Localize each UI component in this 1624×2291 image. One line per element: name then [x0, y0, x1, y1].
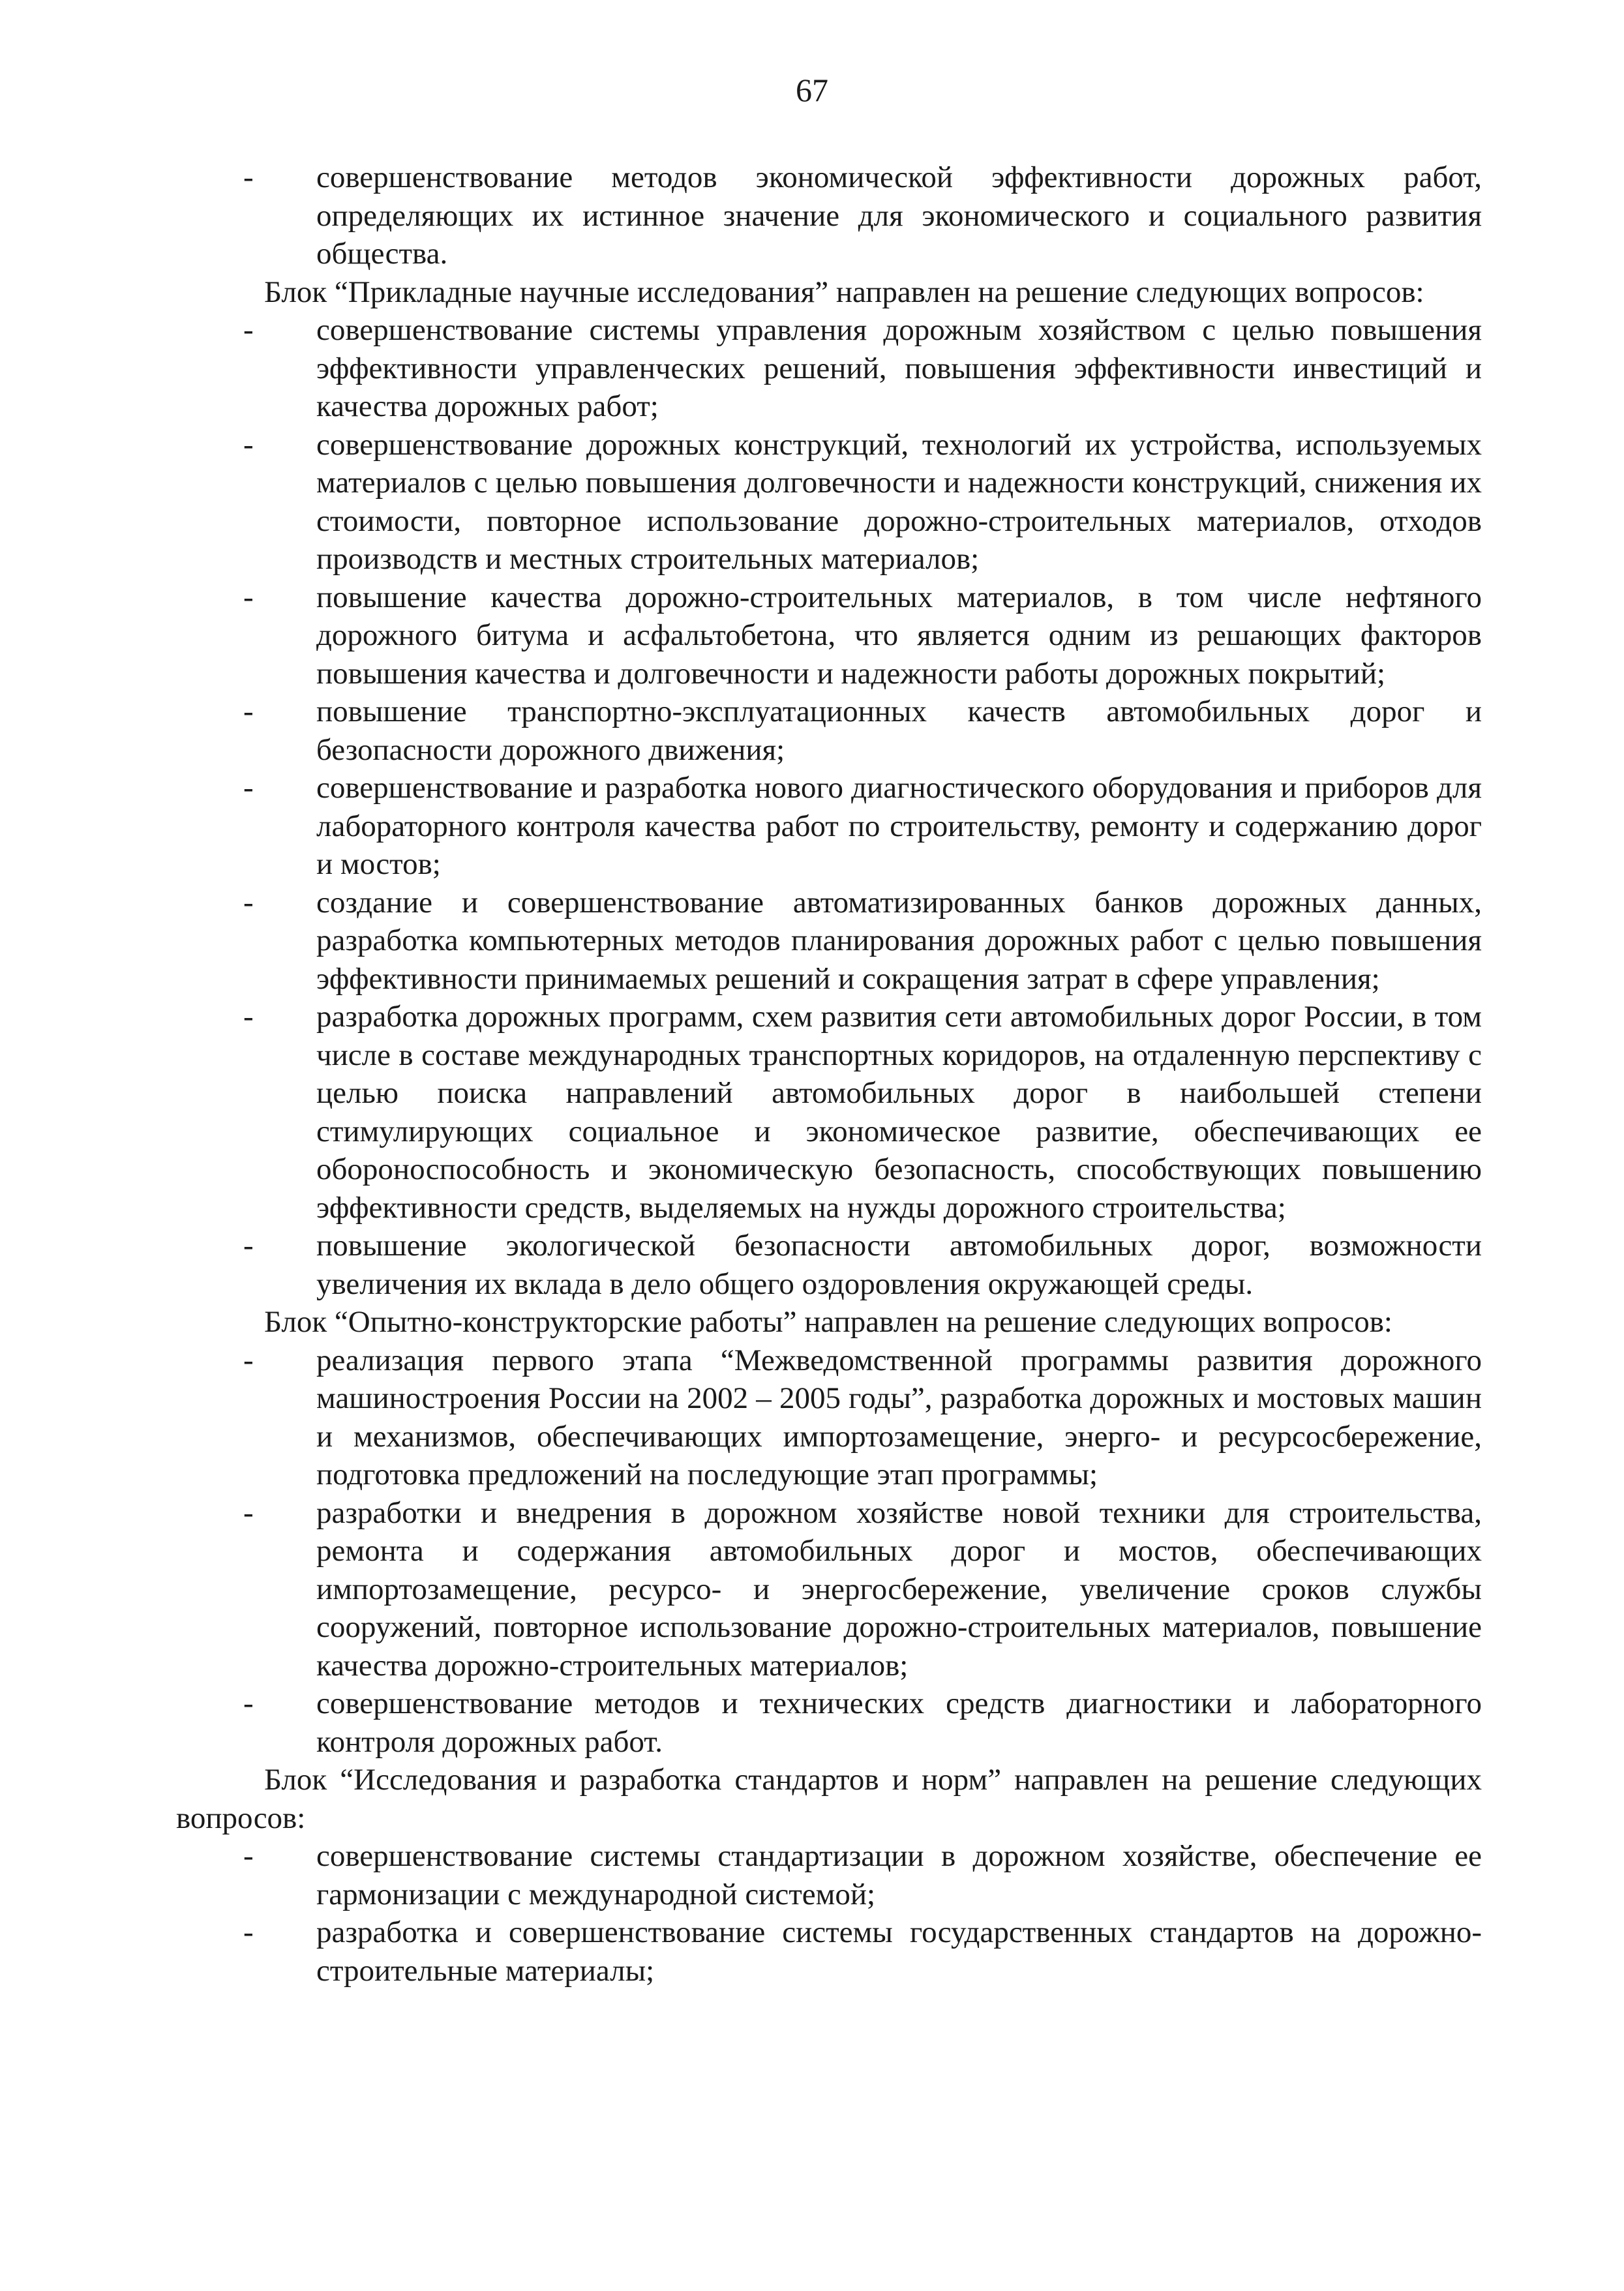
list-item-text: повышение качества дорожно-строительных материалов, в том числе нефтяного дорожного битума и асфальтобетона, что является одним из решающих факторов повышения качества и долговечности и надежности работы дорожных покрытий; — [316, 580, 1482, 691]
list-item — [243, 1494, 1482, 1685]
list-item — [243, 426, 1482, 578]
list-item-text: повышение экологической безопасности автомобильных дорог, возможности увеличения их вклада в дело общего оздоровления окружающей среды. — [316, 1229, 1482, 1301]
list-item-text: реализация первого этапа “Межведомственной программы развития дорожного машиностроения России на 2002 – 2005 годы”, разработка дорожных и мостовых машин и механизмов, обеспечивающих импортозамещение, энерго- и ресурсосбережение, подготовка предложений на последующие этап программы; — [316, 1343, 1482, 1491]
list-item — [243, 998, 1482, 1227]
dash-bullet: - — [243, 1686, 254, 1720]
dash-bullet: - — [243, 160, 254, 194]
dash-bullet: - — [243, 1915, 254, 1949]
list-item — [243, 578, 1482, 693]
dash-bullet: - — [243, 885, 254, 920]
block-applied-research-list — [176, 311, 1482, 1303]
page-number: 67 — [796, 72, 828, 108]
list-item-text: разработка и совершенствование системы государственных стандартов на дорожно-строительные материалы; — [316, 1915, 1482, 1988]
list-item-text: разработка дорожных программ, схем развития сети автомобильных дорог России, в том числе в составе международных транспортных коридоров, на отдаленную перспективу с целью поиска направлений автомобильных дорог в наибольшей степени стимулирующих социальное и экономическое развитие, обеспечивающих ее обороноспособность и экономическую безопасность, способствующих повышению эффективности средств, выделяемых на нужды дорожного строительства; — [316, 1000, 1482, 1225]
dash-bullet: - — [243, 580, 254, 614]
list-item — [243, 1837, 1482, 1913]
block-standards-paragraph: Блок “Исследования и разработка стандартов и норм” направлен на решение следующих вопросов: — [176, 1763, 1482, 1835]
list-item — [243, 884, 1482, 998]
list-item — [243, 1227, 1482, 1303]
dash-bullet: - — [243, 1000, 254, 1034]
list-item-text: совершенствование системы управления дорожным хозяйством с целью повышения эффективности управленческих решений, повышения эффективности инвестиций и качества дорожных работ; — [316, 313, 1482, 423]
dash-bullet: - — [243, 313, 254, 347]
block-standards-list — [176, 1837, 1482, 1990]
list-item — [243, 1341, 1482, 1494]
block-design-work-list — [176, 1341, 1482, 1761]
intro-list — [176, 158, 1482, 273]
dash-bullet: - — [243, 1343, 254, 1377]
list-item-text: совершенствование методов и технических средств диагностики и лабораторного контроля дорожных работ. — [316, 1686, 1482, 1759]
list-item — [243, 769, 1482, 884]
list-item — [243, 311, 1482, 426]
dash-bullet: - — [243, 771, 254, 805]
list-item — [243, 1685, 1482, 1761]
list-item — [243, 1913, 1482, 1990]
list-item-text: совершенствование и разработка нового диагностического оборудования и приборов для лабораторного контроля качества работ по строительству, ремонту и содержанию дорог и мостов; — [316, 771, 1482, 881]
list-item-text: разработки и внедрения в дорожном хозяйстве новой техники для строительства, ремонта и содержания автомобильных дорог и мостов, обеспечивающих импортозамещение, ресурсо- и энергосбережение, увеличение сроков службы сооружений, повторное использование дорожно-строительных материалов, повышение качества дорожно-строительных материалов; — [316, 1495, 1482, 1683]
list-item-text: совершенствование системы стандартизации в дорожном хозяйстве, обеспечение ее гармонизации с международной системой; — [316, 1839, 1482, 1911]
list-item-text: повышение транспортно-эксплуатационных качеств автомобильных дорог и безопасности дорожного движения; — [316, 695, 1482, 767]
dash-bullet: - — [243, 427, 254, 462]
dash-bullet: - — [243, 695, 254, 728]
list-item-text: совершенствование дорожных конструкций, технологий их устройства, используемых материалов с целью повышения долговечности и надежности конструкций, снижения их стоимости, повторное использование дорожно-строительных материалов, отходов производств и местных строительных материалов; — [316, 427, 1482, 576]
dash-bullet: - — [243, 1839, 254, 1873]
list-item-text: создание и совершенствование автоматизированных банков дорожных данных, разработка компьютерных методов планирования дорожных работ с целью повышения эффективности принимаемых решений и сокращения затрат в сфере управления; — [316, 885, 1482, 996]
dash-bullet: - — [243, 1495, 254, 1530]
list-item-text: совершенствование методов экономической эффективности дорожных работ, определяющих их истинное значение для экономического и социального развития общества. — [316, 160, 1482, 271]
block-design-work-paragraph: Блок “Опытно-конструкторские работы” направлен на решение следующих вопросов: — [264, 1305, 1392, 1339]
document-body — [176, 158, 1482, 1990]
list-item — [243, 158, 1482, 273]
block-applied-research-paragraph: Блок “Прикладные научные исследования” направлен на решение следующих вопросов: — [264, 275, 1424, 309]
list-item — [243, 693, 1482, 769]
dash-bullet: - — [243, 1229, 254, 1263]
